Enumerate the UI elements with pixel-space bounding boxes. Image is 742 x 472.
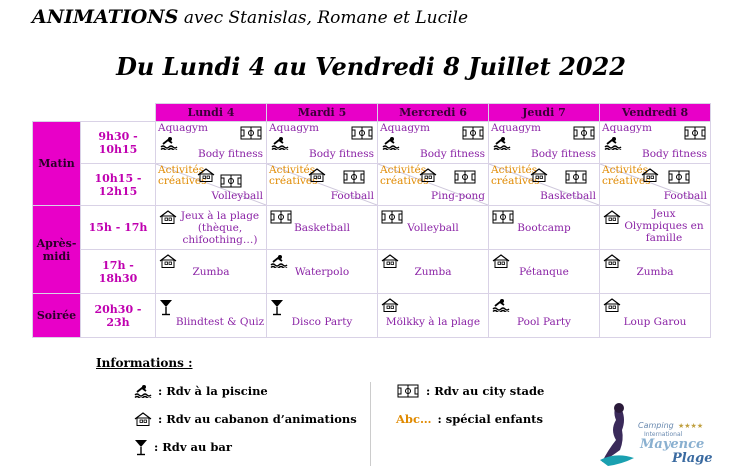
activity-waterpolo: Waterpolo (294, 266, 350, 278)
cell-creatives-jeudi (489, 164, 600, 206)
day-header-lundi: Lundi 4 (156, 104, 267, 122)
activity-jeux-plage: Jeux à la plage (thèque, chifoothing…) (180, 210, 260, 246)
field-icon (684, 126, 706, 140)
activity-aquagym: Aquagym (491, 122, 541, 134)
camping-logo (586, 400, 716, 468)
cabin-icon (308, 168, 326, 182)
activity-football: Football (330, 190, 374, 202)
field-icon (343, 170, 365, 184)
activity-loup-garou: Loup Garou (623, 316, 687, 328)
cell-creatives-mercredi (378, 164, 489, 206)
field-icon (454, 170, 476, 184)
field-icon (565, 170, 587, 184)
field-icon (351, 126, 373, 140)
activity-creatives: Activités créatives (158, 164, 207, 187)
row-morning-1 (33, 122, 711, 164)
activity-molkky: Mölkky à la plage (385, 316, 481, 328)
cabin-icon (641, 168, 659, 182)
activity-body-fitness: Body fitness (530, 148, 596, 160)
cocktail-icon (270, 298, 284, 316)
activity-creatives: Activités créatives (602, 164, 651, 187)
activity-aquagym: Aquagym (602, 122, 652, 134)
field-icon (668, 170, 690, 184)
activity-zumba: Zumba (192, 266, 230, 278)
cocktail-icon (159, 298, 173, 316)
cabin-icon (197, 168, 215, 182)
legend-abc: Abc… (396, 412, 432, 426)
day-header-mardi: Mardi 5 (267, 104, 378, 122)
row-morning-2 (33, 164, 711, 206)
activity-ping-pong: Ping-pong (431, 190, 485, 202)
activity-zumba: Zumba (414, 266, 452, 278)
cell-petanque-jeudi (489, 250, 600, 294)
cabin-icon (134, 412, 152, 426)
svg-text:Camping: Camping (638, 421, 674, 430)
cabin-icon (381, 298, 399, 312)
day-header-mercredi: Mercredi 6 (378, 104, 489, 122)
row-afternoon-2 (33, 250, 711, 294)
time-slot-5: 20h30 - 23h (81, 294, 156, 338)
cabin-icon (419, 168, 437, 182)
activity-creatives: Activités créatives (380, 164, 429, 187)
cell-bootcamp-jeudi (489, 206, 600, 250)
cell-pool-party-jeudi (489, 294, 600, 338)
legend-enfants-label: : spécial enfants (437, 412, 543, 426)
cell-zumba-mercredi (378, 250, 489, 294)
activity-jeux-olympiques: Jeux Olympiques en famille (624, 208, 704, 244)
field-icon (396, 384, 420, 398)
activity-bootcamp: Bootcamp (517, 222, 571, 234)
activity-body-fitness: Body fitness (419, 148, 485, 160)
cell-jeux-olympiques-vendredi (600, 206, 711, 250)
cell-basketball-mardi (267, 206, 378, 250)
activity-volleyball: Volleyball (211, 190, 263, 202)
cell-creatives-mardi (267, 164, 378, 206)
cabin-icon (530, 168, 548, 182)
cell-aquagym-mercredi (378, 122, 489, 164)
row-afternoon-1 (33, 206, 711, 250)
time-slot-3: 15h - 17h (81, 206, 156, 250)
activity-disco-party: Disco Party (291, 316, 353, 328)
legend-divider (370, 382, 371, 466)
day-header-jeudi: Jeudi 7 (489, 104, 600, 122)
cell-disco-mardi (267, 294, 378, 338)
cell-aquagym-jeudi (489, 122, 600, 164)
legend-piscine (134, 384, 268, 398)
swimmer-icon (271, 136, 289, 150)
legend-enfants (396, 412, 543, 426)
legend-piscine-label: : Rdv à la piscine (158, 384, 268, 398)
swimmer-icon (493, 136, 511, 150)
time-slot-2: 10h15 - 12h15 (81, 164, 156, 206)
cell-molkky-mercredi (378, 294, 489, 338)
swimmer-icon (382, 136, 400, 150)
corner-empty (33, 104, 81, 122)
legend-bar (134, 438, 232, 456)
cell-aquagym-mardi (267, 122, 378, 164)
title-animateurs (32, 6, 468, 28)
activity-body-fitness: Body fitness (641, 148, 707, 160)
row-evening (33, 294, 711, 338)
cell-zumba-lundi (156, 250, 267, 294)
field-icon (240, 126, 262, 140)
activity-petanque: Pétanque (519, 266, 569, 278)
period-apres-midi: Après- midi (33, 206, 81, 294)
schedule-table (32, 103, 711, 338)
period-matin: Matin (33, 122, 81, 206)
cell-creatives-vendredi (600, 164, 711, 206)
activity-creatives: Activités créatives (491, 164, 540, 187)
info-title: Informations : (96, 356, 193, 370)
corner-empty-2 (81, 104, 156, 122)
legend-bar-label: : Rdv au bar (154, 440, 232, 454)
cell-volleyball-mercredi (378, 206, 489, 250)
period-soiree: Soirée (33, 294, 81, 338)
swimmer-icon (492, 298, 510, 312)
cell-loup-garou-vendredi (600, 294, 711, 338)
activity-aquagym: Aquagym (269, 122, 319, 134)
field-icon (573, 126, 595, 140)
activity-pool-party: Pool Party (516, 316, 571, 328)
field-icon (220, 174, 242, 188)
cell-aquagym-lundi (156, 122, 267, 164)
svg-text:★★★★: ★★★★ (678, 422, 704, 430)
activity-football: Football (663, 190, 707, 202)
activity-basketball: Basketball (540, 190, 596, 202)
activity-creatives: Activités créatives (269, 164, 318, 187)
activity-aquagym: Aquagym (158, 122, 208, 134)
legend-stade (396, 384, 544, 398)
activity-body-fitness: Body fitness (308, 148, 374, 160)
swimmer-icon (134, 384, 152, 398)
legend-cabanon-label: : Rdv au cabanon d’animations (158, 412, 357, 426)
activity-basketball: Basketball (294, 222, 350, 234)
activity-volleyball: Volleyball (407, 222, 459, 234)
cell-zumba-vendredi (600, 250, 711, 294)
cocktail-icon (134, 438, 148, 456)
title-animateurs-names: avec Stanislas, Romane et Lucile (183, 8, 469, 28)
svg-text:Mayence: Mayence (640, 437, 705, 452)
cell-aquagym-vendredi (600, 122, 711, 164)
svg-text:Plage: Plage (672, 451, 713, 466)
day-header-vendredi: Vendredi 8 (600, 104, 711, 122)
activity-aquagym: Aquagym (380, 122, 430, 134)
cell-blindtest-lundi (156, 294, 267, 338)
time-slot-1: 9h30 - 10h15 (81, 122, 156, 164)
legend-stade-label: : Rdv au city stade (426, 384, 545, 398)
swimmer-icon (160, 136, 178, 150)
legend-cabanon (134, 412, 357, 426)
time-slot-4: 17h - 18h30 (81, 250, 156, 294)
title-animations: ANIMATIONS (32, 6, 179, 28)
field-icon (462, 126, 484, 140)
swimmer-icon (604, 136, 622, 150)
cell-jeux-plage-lundi (156, 206, 267, 250)
activity-blindtest: Blindtest & Quiz (175, 316, 265, 328)
activity-zumba: Zumba (636, 266, 674, 278)
title-dates: Du Lundi 4 au Vendredi 8 Juillet 2022 (116, 52, 626, 81)
cabin-icon (603, 298, 621, 312)
activity-body-fitness: Body fitness (197, 148, 263, 160)
svg-text:International: International (644, 431, 683, 438)
day-header-row (33, 104, 711, 122)
cell-creatives-lundi (156, 164, 267, 206)
cell-waterpolo-mardi (267, 250, 378, 294)
